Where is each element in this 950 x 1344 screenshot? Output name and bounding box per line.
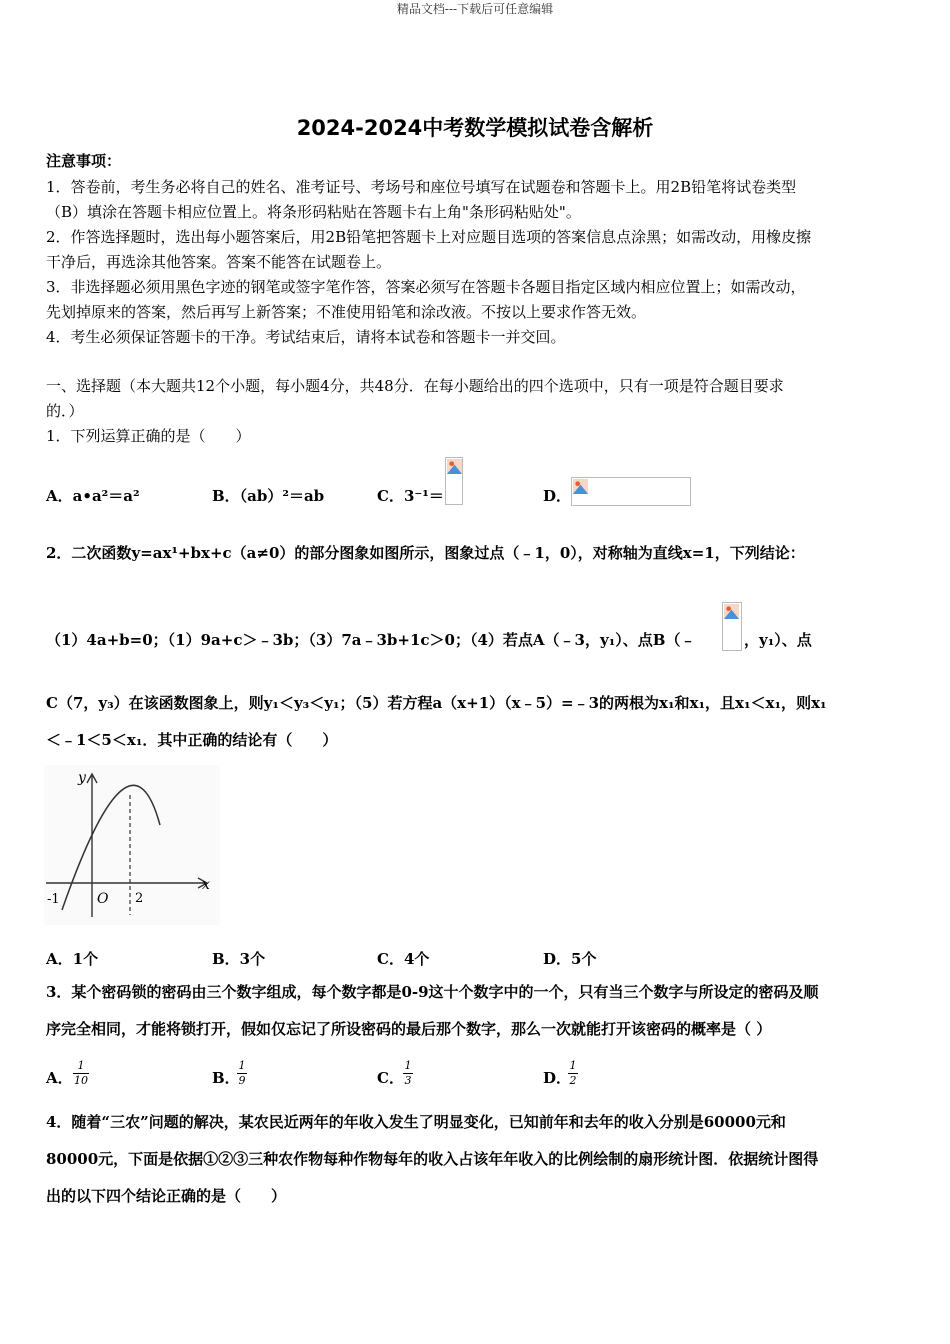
q3-stem-cont: 序完全相同，才能将锁打开，假如仅忘记了所设密码的最后那个数字，那么一次就能打开该密码的概率是（ ） <box>46 1020 772 1038</box>
origin-label: O <box>97 891 109 907</box>
broken-image-icon <box>571 477 691 506</box>
q4-stem-cont2: 出的以下四个结论正确的是（ ） <box>46 1187 287 1205</box>
q4-stem-cont: 80000元，下面是依据①②③三种农作物每种作物每年的收入占该年年收入的比例绘制的扇形统计图．依据统计图得 <box>46 1150 819 1168</box>
tick-2: 2 <box>135 891 144 906</box>
q2-statements: （1）4a+b=0；（1）9a+c＞﹣3b；（3）7a﹣3b+1c＞0；（4）若点A（﹣3，y₁）、点B（﹣ <box>46 631 696 649</box>
notice-line: 1．答卷前，考生务必将自己的姓名、准考证号、考场号和座位号填写在试题卷和答题卡上。用2B铅笔将试卷类型 <box>46 178 797 196</box>
q3-option-c-label: C． <box>377 1069 404 1087</box>
section-heading: 一、选择题（本大题共12个小题，每小题4分，共48分．在每小题给出的四个选项中，只有一项是符合题目要求 <box>46 377 784 395</box>
tick-neg1: -1 <box>47 892 60 907</box>
broken-image-icon <box>445 457 463 505</box>
broken-image-icon <box>722 602 742 651</box>
header-note: 精品文档---下载后可任意编辑 <box>396 2 554 16</box>
notice-line: 先划掉原来的答案，然后再写上新答案；不准使用铅笔和涂改液。不按以上要求作答无效。 <box>46 303 647 321</box>
x-axis-label: x <box>202 877 210 893</box>
q3-option-b-label: B． <box>212 1069 240 1087</box>
q4-stem: 4．随着“三农”问题的解决，某农民近两年的年收入发生了明显变化，已知前年和去年的收入分别是60000元和 <box>46 1113 786 1131</box>
q1-option-b: B．（ab）²＝ab <box>212 487 325 505</box>
q1-option-d: D． <box>543 487 572 505</box>
q3-option-d-label: D． <box>543 1069 572 1087</box>
q2-option-d: D．5个 <box>543 950 597 968</box>
q2-stem: 2．二次函数y=ax¹+bx+c（a≠0）的部分图象如图所示，图象过点（﹣1，0），对称轴为直线x=1，下列结论： <box>46 544 805 562</box>
q3-option-b-fraction: 1 9 <box>238 1059 246 1087</box>
notice-line: （B）填涂在答题卡相应位置上。将条形码粘贴在答题卡右上角"条形码粘贴处"。 <box>46 203 581 221</box>
page-title: 2024-2024中考数学模拟试卷含解析 <box>296 116 654 140</box>
q3-option-d-fraction: 1 2 <box>569 1059 577 1087</box>
q2-option-a: A．1个 <box>46 950 99 968</box>
q1-stem: 1．下列运算正确的是（ ） <box>46 427 251 445</box>
notice-line: 3．非选择题必须用黑色字迹的钢笔或签字笔作答，答案必须写在答题卡各题目指定区域内相应位置上；如需改动， <box>46 278 806 296</box>
q2-statements-line3: C（7，y₃）在该函数图象上，则y₁＜y₃＜y₁；（5）若方程a（x+1）（x﹣5）=﹣3的两根为x₁和x₁，且x₁＜x₁，则x₁ <box>46 694 827 712</box>
notice-heading: 注意事项： <box>46 152 122 170</box>
notice-line: 4．考生必须保证答题卡的干净。考试结束后，请将本试卷和答题卡一并交回。 <box>46 328 566 346</box>
q3-option-c-fraction: 1 3 <box>404 1059 412 1087</box>
parabola-graph <box>44 765 220 925</box>
notice-line: 2．作答选择题时，选出每小题答案后，用2B铅笔把答题卡上对应题目选项的答案信息点涂黑；如需改动，用橡皮擦 <box>46 228 812 246</box>
q2-statements-cont: ，y₁）、点 <box>744 631 812 649</box>
q3-stem: 3．某个密码锁的密码由三个数字组成，每个数字都是0-9这十个数字中的一个，只有当三个数字与所设定的密码及顺 <box>46 983 819 1001</box>
notice-line: 干净后，再选涂其他答案。答案不能答在试题卷上。 <box>46 253 392 271</box>
y-axis-label: y <box>78 770 86 786</box>
q1-option-c: C．3⁻¹＝ <box>377 487 444 505</box>
q2-option-b: B．3个 <box>212 950 266 968</box>
q3-option-a-fraction: 1 10 <box>74 1059 88 1087</box>
section-heading-cont: 的．） <box>46 402 84 420</box>
q1-option-a: A．a•a²＝a² <box>46 487 140 505</box>
q3-option-a-label: A． <box>46 1069 73 1087</box>
q2-statements-line4: ＜﹣1＜5＜x₁．其中正确的结论有（ ） <box>46 731 338 749</box>
q2-option-c: C．4个 <box>377 950 430 968</box>
